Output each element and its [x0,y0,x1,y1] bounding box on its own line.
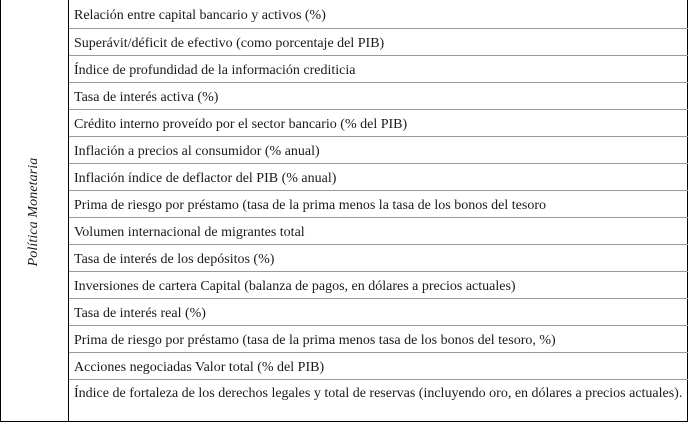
table-row [69,244,688,271]
indicator-text: Crédito interno proveído por el sector bancario (% del PIB) [74,117,408,132]
table-row [69,379,688,422]
table-row [69,163,688,190]
table-row [69,298,688,325]
indicator-text: Inflación a precios al consumidor (% anual) [74,144,320,159]
indicator-text: Tasa de interés real (%) [74,306,206,321]
indicator-text: Inversiones de cartera Capital (balanza de pagos, en dólares a precios actuales) [74,279,516,294]
table-row [69,0,688,27]
table-row [69,217,688,244]
indicator-text: Prima de riesgo por préstamo (tasa de la prima menos la tasa de los bonos del tesoro [74,198,546,213]
table-row [69,190,688,217]
table-row [69,325,688,352]
indicator-text: Volumen internacional de migrantes total [74,225,305,240]
indicator-text: Superávit/déficit de efectivo (como porcentaje del PIB) [74,36,385,51]
indicator-text: Tasa de interés activa (%) [74,90,219,105]
table-row [69,109,688,136]
indicator-text: Relación entre capital bancario y activos (%) [74,8,326,23]
table-row [69,82,688,109]
table-row [69,136,688,163]
indicator-text: Índice de fortaleza de los derechos legales y total de reservas (incluyendo oro, en dólares a precios actuales). [74,386,683,401]
table-row [69,271,688,298]
table-row [69,28,688,55]
table-row [69,55,688,82]
indicator-text: Tasa de interés de los depósitos (%) [74,252,275,267]
category-label: Política Monetaria [26,157,41,267]
indicator-text: Índice de profundidad de la información crediticia [74,63,356,78]
table-row [69,352,688,379]
indicator-text: Acciones negociadas Valor total (% del PIB) [74,360,325,375]
indicator-text: Inflación índice de deflactor del PIB (% anual) [74,171,337,186]
indicator-text: Prima de riesgo por préstamo (tasa de la prima menos tasa de los bonos del tesoro, %) [74,333,556,348]
